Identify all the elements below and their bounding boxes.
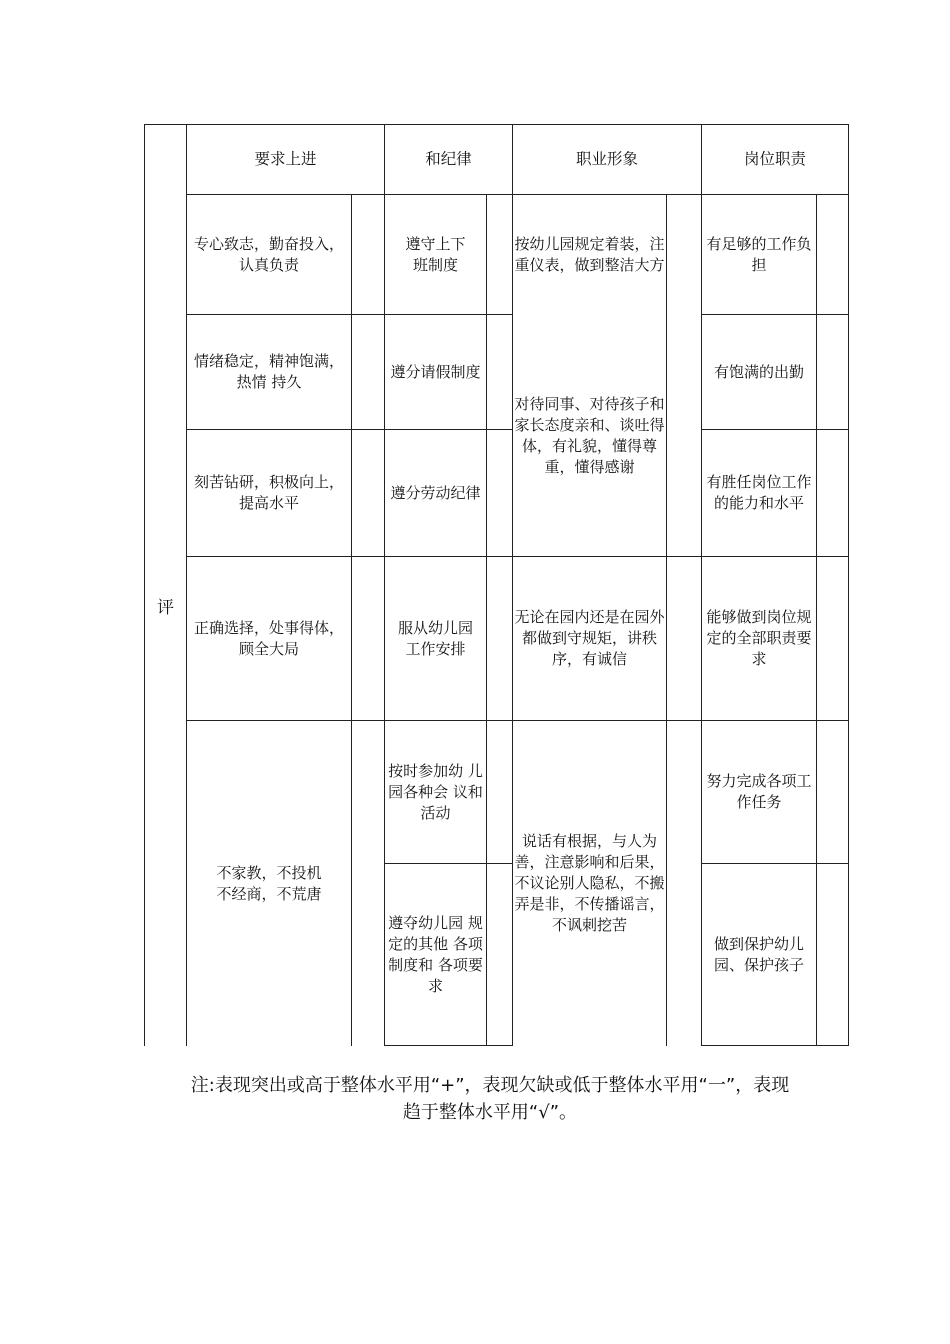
- duty-cell: 有足够的工作负担: [706, 234, 812, 274]
- table-border-bottom: [701, 1045, 849, 1046]
- image-cell: 无论在园内还是在园外都做到守规矩，讲秩序，有诚信: [514, 608, 665, 668]
- discipline-cell: 遵分劳动纪律: [390, 483, 481, 502]
- image-cell: 对待同事、对待孩子和家长态度亲和、谈吐得体，有礼貌，懂得尊重，懂得感谢: [514, 394, 665, 476]
- col-divider: [666, 194, 667, 1046]
- image-cell: 按幼儿园规定着装，注重仪表，做到整洁大方: [514, 234, 665, 274]
- duty-cell: 有胜任岗位工作的能力和水平: [706, 473, 812, 512]
- duty-cell: 做到保护幼儿园、保护孩子: [713, 934, 804, 974]
- requirement-cell: 刻苦钻研，积极向上，提高水平: [193, 473, 344, 512]
- header-cell: 和纪律: [425, 150, 472, 168]
- discipline-cell: 按时参加幼 儿园各种会 议和活动: [388, 761, 483, 822]
- requirement-cell: 情绪稳定，精神饱满，热情 持久: [193, 352, 344, 391]
- table-border-right: [848, 124, 849, 1046]
- image-cell: 说话有根据，与人为善，注意影响和后果，不议论别人隐私，不搬弄是非，不传播谣言，不讽刺挖苦: [514, 832, 665, 934]
- col-divider: [816, 194, 817, 1046]
- requirement-cell: 专心致志，勤奋投入，认真负责: [193, 234, 344, 274]
- footnote-line-1: 注:表现突出或高于整体水平用“+”，表现欠缺或低于整体水平用“一”，表现: [190, 1075, 790, 1096]
- duty-cell: 努力完成各项工作任务: [706, 772, 812, 811]
- requirement-cell: 不家教，不投机 不经商，不荒唐: [216, 863, 322, 903]
- requirement-cell: 正确选择，处事得体，顾全大局: [193, 618, 344, 658]
- footnote-line-2: 趋于整体水平用“√”。: [402, 1102, 578, 1123]
- side-label: 评: [157, 597, 174, 618]
- duty-cell: 能够做到岗位规定的全部职责要求: [706, 608, 812, 668]
- header-cell: 要求上进: [254, 150, 317, 168]
- table-border-bottom: [384, 1045, 512, 1046]
- duty-cell: 有饱满的出勤: [713, 362, 804, 381]
- discipline-cell: 遵守上下班制度: [405, 234, 466, 274]
- discipline-cell: 遵分请假制度: [390, 362, 481, 381]
- discipline-cell: 遵夺幼儿园 规定的其他 各项制度和 各项要求: [388, 913, 483, 995]
- col-divider: [486, 194, 487, 1046]
- col-divider: [351, 194, 352, 1046]
- header-cell: 岗位职责: [743, 150, 806, 168]
- discipline-cell: 服从幼儿园工作安排: [397, 618, 473, 658]
- header-cell: 职业形象: [575, 150, 638, 168]
